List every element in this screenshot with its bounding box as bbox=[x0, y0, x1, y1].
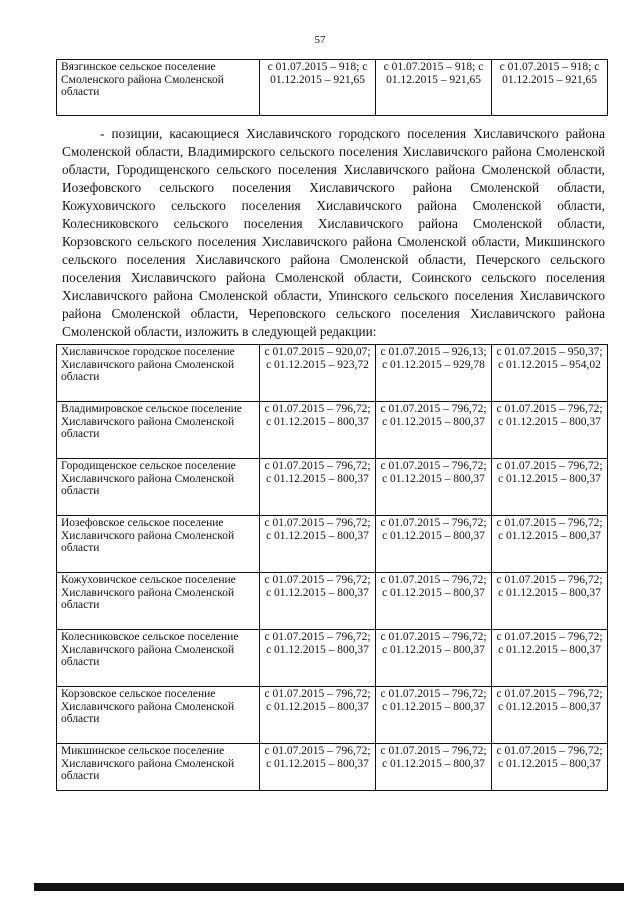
tariff-value-cell: с 01.07.2015 – 796,72; с 01.12.2015 – 800,37 bbox=[376, 516, 492, 573]
table-row bbox=[57, 402, 608, 459]
settlement-name-cell: Владимировское сельское поселение Хиславичского района Смоленской области bbox=[57, 402, 260, 459]
top-table bbox=[56, 59, 608, 116]
tariff-value-cell: с 01.07.2015 – 796,72; с 01.12.2015 – 800,37 bbox=[492, 459, 608, 516]
tariff-value-cell: с 01.07.2015 – 796,72; с 01.12.2015 – 800,37 bbox=[260, 687, 376, 744]
tariff-value-cell: с 01.07.2015 – 918; с 01.12.2015 – 921,65 bbox=[260, 60, 376, 116]
tariff-value-cell: с 01.07.2015 – 796,72; с 01.12.2015 – 800,37 bbox=[260, 459, 376, 516]
tariff-value-cell: с 01.07.2015 – 796,72; с 01.12.2015 – 800,37 bbox=[492, 573, 608, 630]
settlement-name-cell: Городищенское сельское поселение Хиславичского района Смоленской области bbox=[57, 459, 260, 516]
amendment-paragraph bbox=[62, 125, 605, 341]
amendment-text: - позиции, касающиеся Хиславичского городского поселения Хиславичского района Смоленской области, Владимирского сельского поселения Хиславичского района Смоленской области, Городищенского сельского поселения Хиславичского района Смоленской области, Иозефовского сельского поселения Хиславичского района Смоленской области, Кожуховичского сельского поселения Хиславичского района Смоленской области, Колесниковского сельского поселения Хиславичского района Смоленской области, Корзовского сельского поселения Хиславичского района Смоленской области, Микшинского сельского поселения Хиславичского района Смоленской области, Печерского сельского поселения Хиславичского района Смоленской области, Соинского сельского поселения Хиславичского района Смоленской области, Упинского сельского поселения Хиславичского района Смоленской области, Череповского сельского поселения Хиславичского района Смоленской области, изложить в следующей редакции: bbox=[62, 126, 605, 339]
settlement-name-cell: Микшинское сельское поселение Хиславичского района Смоленской области bbox=[57, 744, 260, 791]
table-row bbox=[57, 345, 608, 402]
tariff-value-cell: с 01.07.2015 – 796,72; с 01.12.2015 – 800,37 bbox=[260, 573, 376, 630]
tariff-value-cell: с 01.07.2015 – 926,13; с 01.12.2015 – 929,78 bbox=[376, 345, 492, 402]
tariff-value-cell: с 01.07.2015 – 796,72; с 01.12.2015 – 800,37 bbox=[260, 630, 376, 687]
table-row bbox=[57, 573, 608, 630]
tariff-value-cell: с 01.07.2015 – 796,72; с 01.12.2015 – 800,37 bbox=[492, 744, 608, 791]
tariff-value-cell: с 01.07.2015 – 796,72; с 01.12.2015 – 800,37 bbox=[376, 744, 492, 791]
table-row bbox=[57, 60, 608, 116]
settlement-name-cell: Корзовское сельское поселение Хиславичского района Смоленской области bbox=[57, 687, 260, 744]
tariff-value-cell: с 01.07.2015 – 796,72; с 01.12.2015 – 800,37 bbox=[376, 402, 492, 459]
tariff-value-cell: с 01.07.2015 – 796,72; с 01.12.2015 – 800,37 bbox=[376, 687, 492, 744]
tariff-value-cell: с 01.07.2015 – 950,37; с 01.12.2015 – 954,02 bbox=[492, 345, 608, 402]
tariff-value-cell: с 01.07.2015 – 796,72; с 01.12.2015 – 800,37 bbox=[260, 744, 376, 791]
settlement-name-cell: Кожуховичское сельское поселение Хиславичского района Смоленской области bbox=[57, 573, 260, 630]
tariff-value-cell: с 01.07.2015 – 920,07; с 01.12.2015 – 923,72 bbox=[260, 345, 376, 402]
tariff-value-cell: с 01.07.2015 – 918; с 01.12.2015 – 921,65 bbox=[376, 60, 492, 116]
tariff-value-cell: с 01.07.2015 – 796,72; с 01.12.2015 – 800,37 bbox=[260, 402, 376, 459]
tariff-value-cell: с 01.07.2015 – 796,72; с 01.12.2015 – 800,37 bbox=[376, 630, 492, 687]
tariff-value-cell: с 01.07.2015 – 796,72; с 01.12.2015 – 800,37 bbox=[376, 573, 492, 630]
settlement-name-cell: Хиславичское городское поселение Хиславичского района Смоленской области bbox=[57, 345, 260, 402]
tariff-value-cell: с 01.07.2015 – 796,72; с 01.12.2015 – 800,37 bbox=[492, 630, 608, 687]
settlement-name-cell: Колесниковское сельское поселение Хиславичского района Смоленской области bbox=[57, 630, 260, 687]
tariff-value-cell: с 01.07.2015 – 918; с 01.12.2015 – 921,65 bbox=[492, 60, 608, 116]
table-row bbox=[57, 516, 608, 573]
tariff-value-cell: с 01.07.2015 – 796,72; с 01.12.2015 – 800,37 bbox=[492, 516, 608, 573]
bottom-scan-bar bbox=[34, 883, 624, 891]
settlement-name-cell: Вязгинское сельское поселение Смоленского района Смоленской области bbox=[57, 60, 260, 116]
table-row bbox=[57, 630, 608, 687]
table-row bbox=[57, 459, 608, 516]
table-row bbox=[57, 687, 608, 744]
settlement-name-cell: Иозефовское сельское поселение Хиславичского района Смоленской области bbox=[57, 516, 260, 573]
tariff-value-cell: с 01.07.2015 – 796,72; с 01.12.2015 – 800,37 bbox=[492, 402, 608, 459]
tariff-value-cell: с 01.07.2015 – 796,72; с 01.12.2015 – 800,37 bbox=[492, 687, 608, 744]
table-row bbox=[57, 744, 608, 791]
main-table bbox=[56, 344, 608, 791]
tariff-value-cell: с 01.07.2015 – 796,72; с 01.12.2015 – 800,37 bbox=[376, 459, 492, 516]
tariff-value-cell: с 01.07.2015 – 796,72; с 01.12.2015 – 800,37 bbox=[260, 516, 376, 573]
page-number: 57 bbox=[314, 34, 326, 46]
